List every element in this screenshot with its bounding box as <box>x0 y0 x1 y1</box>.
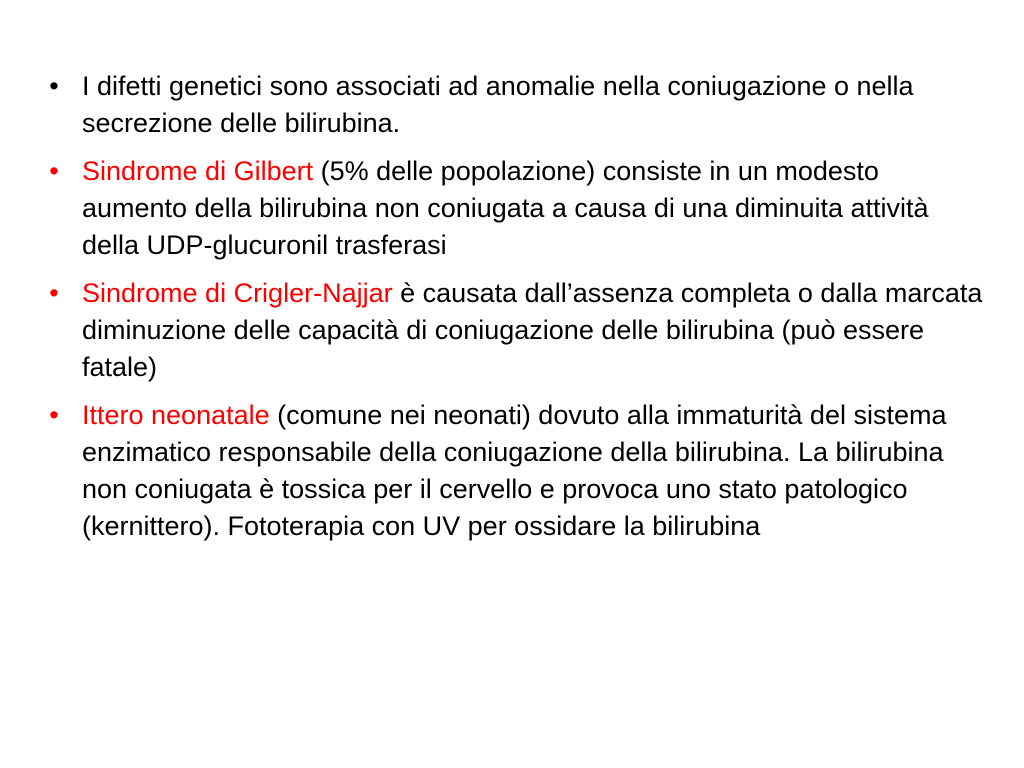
bullet-text: (5% delle popolazione) consiste in un modesto aumento della bilirubina non coniugata a causa di una diminuita attività della UDP-glucuronil trasferasi <box>82 156 929 260</box>
bullet-text: I difetti genetici sono associati ad anomalie nella coniugazione o nella secrezione delle bilirubina. <box>82 71 914 138</box>
bullet-text: (comune nei neonati) dovuto alla immaturità del sistema enzimatico responsabile della coniugazione della bilirubina. La bilirubina non coniugata è tossica per il cervello e provoca uno stato patologico (kernittero). Fototerapia con UV per ossidare la bilirubina <box>82 400 947 541</box>
bullet-marker: • <box>49 400 59 430</box>
bullet-highlight: Sindrome di Crigler-Najjar <box>82 278 393 308</box>
bullet-text: è causata dall’assenza completa o dalla marcata diminuzione delle capacità di coniugazione delle bilirubina (può essere fatale) <box>82 278 983 382</box>
bullet-item-1 <box>44 68 984 142</box>
bullet-marker: • <box>49 156 59 186</box>
bullet-item-3 <box>44 275 984 386</box>
bullet-highlight: Ittero neonatale <box>82 400 270 430</box>
bullet-marker: • <box>49 71 59 101</box>
bullet-item-4 <box>44 397 984 545</box>
bullet-item-2 <box>44 153 984 264</box>
bullet-list <box>44 68 984 545</box>
bullet-highlight: Sindrome di Gilbert <box>82 156 314 186</box>
bullet-marker: • <box>49 278 59 308</box>
